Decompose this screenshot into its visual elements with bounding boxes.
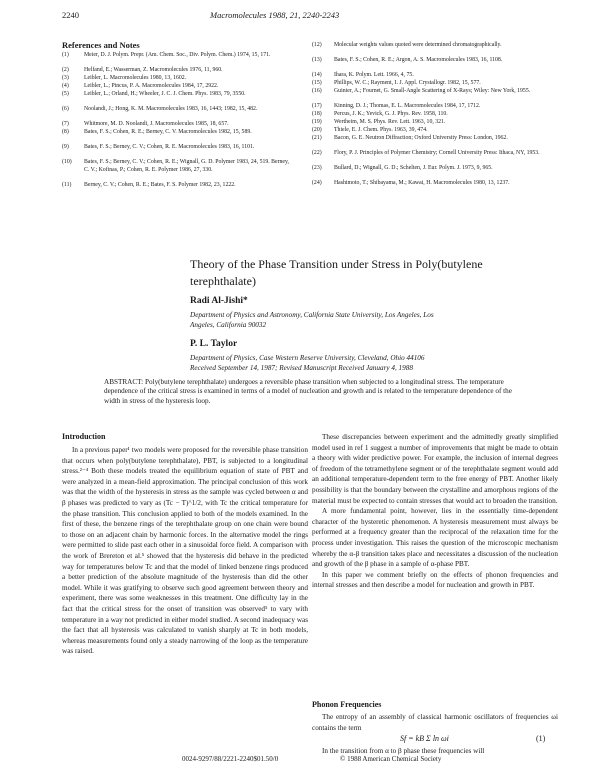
reference-text: Leibler, L.; Orland, H.; Wheeler, J. C. J. Chem. Phys. 1983, 79, 3550. — [84, 91, 246, 97]
reference-text: Helfand, E.; Wasserman, Z. Macromolecules 1976, 11, 960. — [84, 67, 223, 73]
footer-copyright: © 1988 American Chemical Society — [340, 755, 442, 763]
reference-number: (22) — [312, 150, 322, 156]
journal-header: Macromolecules 1988, 21, 2240-2243 — [210, 10, 340, 20]
reference-number: (3) — [62, 75, 69, 81]
references-left-column — [62, 52, 302, 232]
body-left-column — [62, 445, 308, 657]
reference-text: Bates, F. S.; Berney, C. V.; Cohen, R. E.; Wignall, G. D. Polymer 1983, 24, 519. Berney, C. V.; Kofinas, P.; Cohen, R. E. Polymer 1986, 27, 330. — [84, 159, 289, 173]
equation-1: Sf = kB Σ ln ωi — [400, 734, 449, 743]
affiliation-1: Department of Physics and Astronomy, California State University, Los Angeles, Los Angeles, California 90032 — [190, 311, 434, 329]
reference-number: (14) — [312, 72, 322, 78]
reference-number: (16) — [312, 88, 322, 94]
intro-paragraph: In a previous paper¹ two models were proposed for the reversible phase transition that occurs when poly(butylene terephthalate), PBT, is subjected to a longitudinal stress.²⁻⁴ Both these models treated the equilibrium equation of state of PBT and were analyzed in a mean-field approximation. The principal conclusion of this work was that the width of the hysteresis in stress as the sample was cycled between α and β phases was predicted to vary as (Tc − T)^1/2, with Tc the critical temperature for the phase transition. This conclusion applied to both of the models examined. In the first of these, the benzene rings of the terephthalate group on one chain were bound to those on an adjacent chain by harmonic forces. In the alternative model the rings were permitted to slide past each other in a sinusoidal force field. A comparison with the work of Brereton et al.⁵ showed that the hysteresis did behave in the predicted way for temperatures below Tc and that the model of linked benzene rings produced a better prediction of the absolute magnitude of the hysteresis than did the other model. While it was gratifying to observe such good agreement between theory and experiment, there was some weaknesses in this treatment. One difficulty lay in the fact that the critical stress for the onset of transition was observed⁵ to vary with temperature in a way not predicted in either model studied. A second inadequacy was the fact that all hysteresis was calculated to vanish sharply at Tc in both models, whereas measurements found only a steady narrowing of the loop as the temperature was raised. — [62, 446, 308, 656]
reference-text: Phillips, W. C.; Rayment, I. J. Appl. Crystallogr. 1982, 15, 577. — [334, 80, 481, 86]
reference-text: Bacon, G. E. Neutron Diffraction; Oxford University Press: London, 1962. — [334, 135, 508, 141]
reference-text: Leibler, L.; Pincus, P. A. Macromolecules 1984, 17, 2922. — [84, 83, 219, 89]
reference-number: (15) — [312, 80, 322, 86]
article-title: Theory of the Phase Transition under Stress in Poly(butylene terephthalate) — [190, 257, 483, 288]
phonon-paragraph-block — [312, 712, 558, 733]
author-1: Radi Al-Jishi* — [190, 296, 248, 306]
fundamental-paragraph: A more fundamental point, however, lies in the essentially time-dependent character of the hysteretic phenomenon. A hysteresis measurement must always be performed at a frequency greater than the reciprocal of the relaxation time for the process under investigation. This raises the question of the microscopic mechanism whereby the α-β transition takes place and necessitates a discussion of the nucleation and growth of the β phase in a sample of α-phase PBT. — [312, 507, 558, 569]
reference-text: Hashimoto, T.; Shibayama, M.; Kawai, H. Macromolecules 1980, 13, 1237. — [334, 180, 510, 186]
reference-number: (7) — [62, 121, 69, 127]
reference-number: (6) — [62, 106, 69, 112]
reference-text: Wertheim, M. S. Phys. Rev. Lett. 1963, 10, 321. — [334, 119, 446, 125]
reference-text: Noolandi, J.; Hong, K. M. Macromolecules 1983, 16, 1443; 1982, 15, 482. — [84, 106, 258, 112]
reference-number: (18) — [312, 111, 322, 117]
abstract: ABSTRACT: Poly(butylene terephthalate) undergoes a reversible phase transition when subjected to a longitudinal stress. The temperature dependence of the critical stress is examined in terms of a model of nucleation and growth and is related to the temperature dependence of the width in stress of the hysteresis loop. — [104, 378, 512, 405]
phonon-heading: Phonon Frequencies — [312, 700, 382, 709]
phonon-paragraph: The entropy of an assembly of classical harmonic oscillators of frequencies ωi contains the term — [312, 713, 558, 732]
reference-number: (11) — [62, 182, 72, 188]
reference-number: (19) — [312, 119, 322, 125]
reference-number: (4) — [62, 83, 69, 89]
scope-paragraph: In this paper we comment briefly on the effects of phonon frequencies and internal stresses and then describe a model for nucleation and growth in PBT. — [312, 570, 558, 590]
after-equation-text: In the transition from α to β phase these frequencies will — [322, 747, 485, 755]
reference-text: Bates, F. S.; Cohen, R. E.; Argon, A. S. Macromolecules 1983, 16, 1108. — [334, 57, 503, 63]
reference-text: Kinning, D. J.; Thomas, E. L. Macromolecules 1984, 17, 1712. — [334, 103, 481, 109]
body-right-column — [312, 432, 558, 591]
reference-text: Guinier, A.; Fournet, G. Small-Angle Scattering of X-Rays; Wiley: New York, 1955. — [334, 88, 531, 94]
reference-text: Thiele, E. J. Chem. Phys. 1963, 39, 474. — [334, 127, 428, 133]
reference-text: Bullard, D.; Wignall, G. D.; Schelten, J. Eur. Polym. J. 1973, 9, 965. — [334, 165, 493, 171]
footer-code: 0024-9297/88/2221-2240$01.50/0 — [182, 755, 279, 763]
references-title: References and Notes — [62, 40, 140, 50]
reference-number: (17) — [312, 103, 322, 109]
references-right-column — [312, 42, 552, 242]
reference-number: (24) — [312, 180, 322, 186]
reference-number: (5) — [62, 91, 69, 97]
reference-number: (2) — [62, 67, 69, 73]
reference-number: (23) — [312, 165, 322, 171]
reference-text: Bates, F. S.; Cohen, R. E.; Berney, C. V. Macromolecules 1982, 15, 589. — [84, 129, 252, 135]
reference-text: Molecular weights values quoted were determined chromatographically. — [334, 42, 502, 48]
page-number: 2240 — [62, 10, 79, 20]
introduction-heading: Introduction — [62, 432, 106, 441]
reference-number: (1) — [62, 52, 69, 58]
reference-text: Percus, J. K.; Yevick, G. J. Phys. Rev. 1958, 110. — [334, 111, 448, 117]
reference-text: Meier, D. J. Polym. Prepr. (Am. Chem. Soc., Div. Polym. Chem.) 1974, 15, 171. — [84, 52, 271, 58]
reference-number: (12) — [312, 42, 322, 48]
reference-number: (9) — [62, 144, 69, 150]
reference-number: (21) — [312, 135, 322, 141]
reference-text: Bates, F. S.; Berney, C. V.; Cohen, R. E. Macromolecules 1983, 16, 1101. — [84, 144, 255, 150]
reference-number: (8) — [62, 129, 69, 135]
reference-text: Whitmore, M. D. Noolandi, J. Macromolecules 1985, 18, 657. — [84, 121, 229, 127]
equation-1-number: (1) — [536, 734, 546, 743]
reference-text: Ihara, K. Polym. Lett. 1966, 4, 75. — [334, 72, 414, 78]
discrepancy-paragraph: These discrepancies between experiment and the admittedly greatly simplified model used in ref 1 suggest a number of improvements that might be made to obtain a theory with wider predictive power. For example, the inclusion of internal degrees of freedom of the tetramethylene segment or of the terephthalate segment would add an additional temperature-dependent term to the free energy of PBT. Another likely possibility is that the boundary between the crystalline and amorphous regions of the material must be expected to contain stresses that would act to broaden the transition. — [312, 433, 558, 505]
reference-text: Leibler, L. Macromolecules 1980, 13, 1602. — [84, 75, 187, 81]
affiliation-2: Department of Physics, Case Western Reserve University, Cleveland, Ohio 44106 — [190, 354, 425, 362]
received-dates: Received September 14, 1987; Revised Manuscript Received January 4, 1988 — [190, 364, 413, 372]
reference-number: (13) — [312, 57, 322, 63]
reference-number: (10) — [62, 159, 72, 165]
reference-number: (20) — [312, 127, 322, 133]
reference-text: Berney, C. V.; Cohen, R. E.; Bates, F. S. Polymer 1982, 23, 1222. — [84, 182, 236, 188]
reference-text: Flory, P. J. Principles of Polymer Chemistry; Cornell University Press: Ithaca, NY, 1953. — [334, 150, 540, 156]
author-2: P. L. Taylor — [190, 339, 238, 349]
